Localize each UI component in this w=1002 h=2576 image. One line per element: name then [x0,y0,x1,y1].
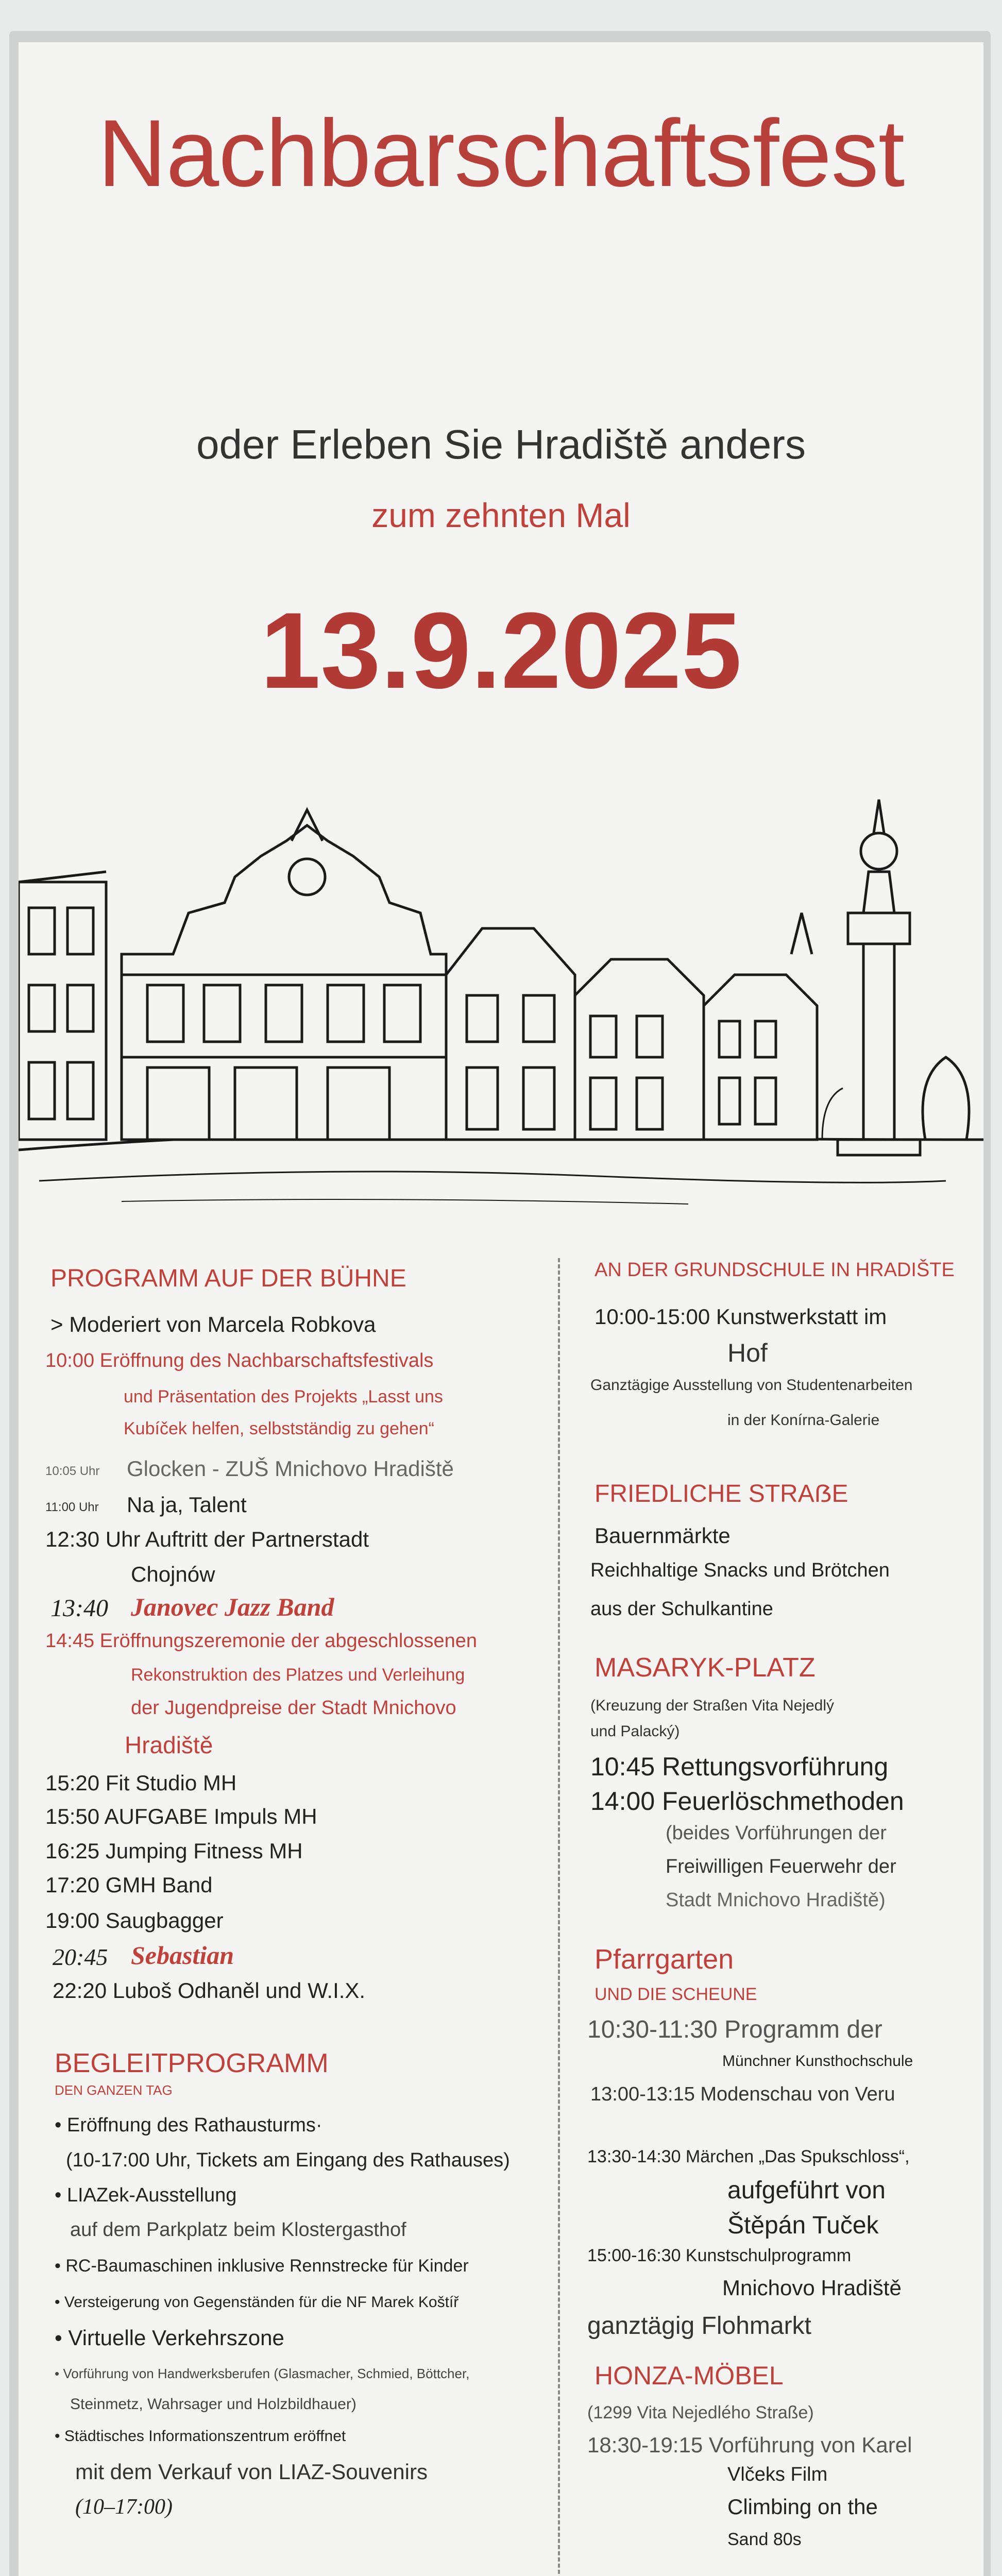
school-line: 10:00-15:00 Kunstwerkstatt im [595,1304,887,1329]
stage-line: Rekonstruktion des Platzes und Verleihung [131,1665,465,1685]
honza-line: Climbing on the [727,2495,878,2519]
masaryk-line: (beides Vorführungen der [666,1822,887,1844]
school-line: Ganztägige Ausstellung von Studentenarbeiten [590,1377,913,1394]
side-item-detail: Steinmetz, Wahrsager und Holzbildhauer) [70,2396,356,2413]
stage-heading: PROGRAMM AUF DER BÜHNE [50,1265,406,1292]
pfarr-heading: Pfarrgarten [595,1944,734,1975]
honza-line: Vlčeks Film [727,2464,828,2485]
honza-line: Sand 80s [727,2530,802,2549]
poster-subtitle: oder Erleben Sie Hradiště anders [196,421,806,467]
stage-line: 15:20 Fit Studio MH [45,1771,237,1795]
side-heading: BEGLEITPROGRAMM [55,2048,329,2078]
side-item: • Versteigerung von Gegenständen für die NF Marek Koštíř [55,2294,459,2311]
stage-time: 13:40 [50,1595,108,1622]
stage-time: 11:00 Uhr [45,1500,99,1514]
pfarr-line: 15:00-16:30 Kunstschulprogramm [587,2246,852,2265]
pfarr-line: aufgeführt von [727,2177,886,2204]
pfarr-line: 13:00-13:15 Modenschau von Veru [590,2083,895,2105]
event-date: 13.9.2025 [260,590,742,711]
side-item-detail: mit dem Verkauf von LIAZ-Souvenirs [75,2460,428,2484]
pfarr-subheading: UND DIE SCHEUNE [595,1985,757,2004]
stage-time: 10:05 Uhr [45,1464,100,1478]
masaryk-line: Stadt Mnichovo Hradiště) [666,1889,886,1911]
side-item: • LIAZek-Ausstellung [55,2184,237,2206]
side-item: • Städtisches Informationszentrum eröffnet [55,2428,346,2445]
masaryk-line: und Palacký) [590,1723,680,1740]
stage-act: Janovec Jazz Band [131,1592,334,1621]
side-item-detail: (10-17:00 Uhr, Tickets am Eingang des Rathauses) [66,2149,510,2171]
honza-heading: HONZA-MÖBEL [595,2361,784,2390]
stage-line: 19:00 Saugbagger [45,1908,224,1933]
stage-line: 14:45 Eröffnungszeremonie der abgeschlossenen [45,1630,477,1652]
friedliche-line: aus der Schulkantine [590,1598,773,1620]
town-square-sketch [19,686,983,1217]
side-item: • Eröffnung des Rathausturms· [55,2114,322,2136]
column-divider [558,1258,560,2576]
masaryk-line: Freiwilligen Feuerwehr der [666,1856,896,1877]
side-item: • RC-Baumaschinen inklusive Rennstrecke für Kinder [55,2256,469,2276]
stage-line: 16:25 Jumping Fitness MH [45,1839,303,1863]
stage-line: Chojnów [131,1562,215,1586]
stage-act: Sebastian [131,1941,234,1970]
masaryk-line: 14:00 Feuerlöschmethoden [590,1787,904,1816]
edition-line: zum zehnten Mal [371,496,631,534]
pfarr-line: Mnichovo Hradiště [722,2276,902,2300]
masaryk-heading: MASARYK-PLATZ [595,1653,816,1683]
stage-line: 17:20 GMH Band [45,1873,213,1897]
poster [19,42,983,2576]
masaryk-line: 10:45 Rettungsvorführung [590,1752,889,1781]
pfarr-line: 10:30-11:30 Programm der [587,2016,882,2043]
pfarr-line: Štěpán Tuček [727,2212,879,2239]
pfarr-line: ganztägig Flohmarkt [587,2312,811,2340]
stage-line: und Präsentation des Projekts „Lasst uns [124,1387,443,1406]
side-item-detail: (10–17:00) [75,2495,173,2519]
pfarr-line: 13:30-14:30 Märchen „Das Spukschloss“, [587,2147,910,2166]
stage-line: Kubíček helfen, selbstständig zu gehen“ [124,1419,434,1438]
stage-line: 12:30 Uhr Auftritt der Partnerstadt [45,1527,369,1551]
friedliche-line: Reichhaltige Snacks und Brötchen [590,1560,890,1581]
honza-line: 18:30-19:15 Vorführung von Karel [587,2433,912,2457]
stage-line: 22:20 Luboš Odhaněl und W.I.X. [53,1978,366,2003]
stage-line: 15:50 AUFGABE Impuls MH [45,1804,317,1828]
stage-line: Hradiště [125,1732,213,1758]
stage-line: 10:00 Eröffnung des Nachbarschaftsfestivals [45,1350,434,1371]
honza-line: (1299 Vita Nejedlého Straße) [587,2403,814,2422]
school-heading: AN DER GRUNDSCHULE IN HRADIŠTE [595,1259,955,1281]
side-item: • Vorführung von Handwerksberufen (Glasmacher, Schmied, Böttcher, [55,2366,470,2381]
stage-act: Na ja, Talent [127,1493,247,1517]
masaryk-line: (Kreuzung der Straßen Vita Nejedlý [590,1697,835,1714]
school-line: in der Konírna-Galerie [727,1412,880,1429]
school-line: Hof [727,1338,768,1367]
stage-time: 20:45 [53,1944,108,1970]
stage-moderator: > Moderiert von Marcela Robkova [50,1312,376,1336]
stage-line: der Jugendpreise der Stadt Mnichovo [131,1697,456,1719]
stage-act: Glocken - ZUŠ Mnichovo Hradiště [127,1456,454,1481]
side-item-detail: auf dem Parkplatz beim Klostergasthof [70,2219,406,2241]
side-item: • Virtuelle Verkehrszone [55,2326,284,2350]
friedliche-line: Bauernmärkte [595,1523,731,1548]
pfarr-line: Münchner Kunsthochschule [722,2053,913,2070]
friedliche-heading: FRIEDLICHE STRAẞE [595,1480,848,1507]
side-subheading: DEN GANZEN TAG [55,2082,173,2098]
poster-title: Nachbarschaftsfest [97,100,905,207]
